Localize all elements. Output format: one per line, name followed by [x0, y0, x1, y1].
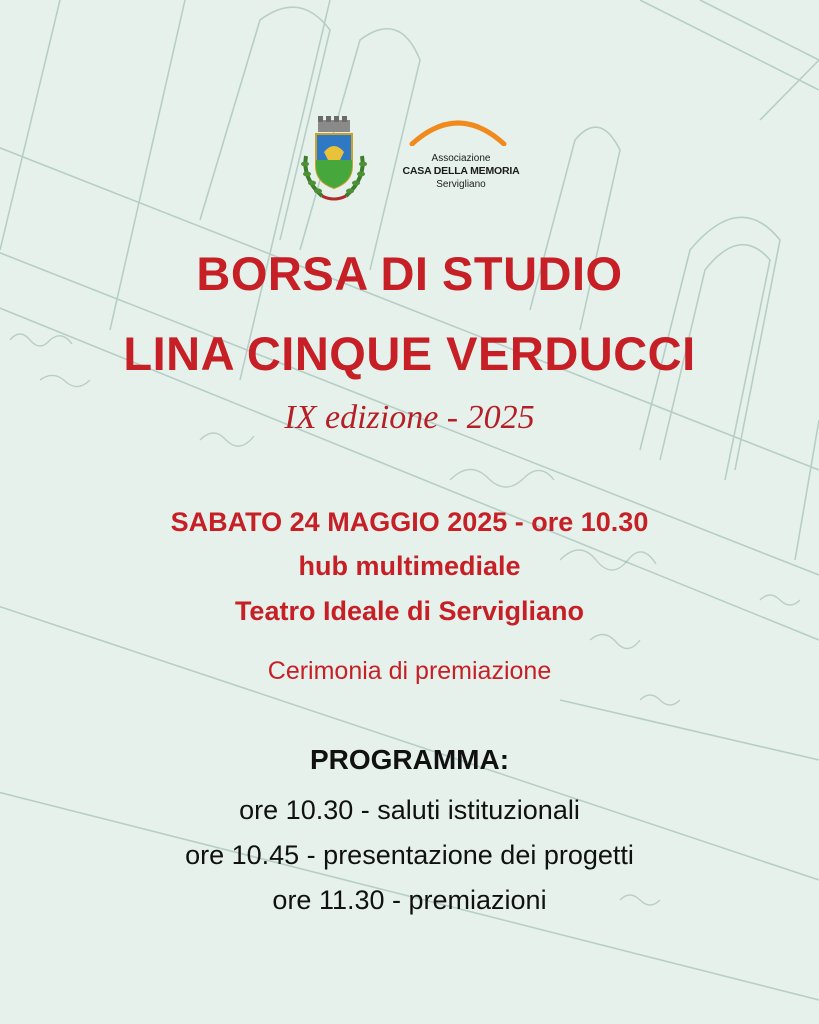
association-line2: CASA DELLA MEMORIA: [402, 165, 520, 177]
title-line2: LINA CINQUE VERDUCCI: [123, 327, 696, 380]
program-item: ore 10.45 - presentazione dei progetti: [185, 840, 634, 870]
event-date-time: SABATO 24 MAGGIO 2025 - ore 10.30: [170, 507, 649, 537]
logos-row: [0, 112, 819, 207]
event-description: Cerimonia di premiazione: [267, 657, 552, 685]
program-heading: PROGRAMMA:: [309, 744, 510, 775]
association-line1: Associazione: [431, 153, 491, 164]
title-line1: BORSA DI STUDIO: [196, 247, 623, 300]
program-item: ore 11.30 - premiazioni: [272, 885, 547, 915]
association-name: [386, 152, 536, 191]
edition-subtitle: IX edizione - 2025: [284, 399, 535, 436]
municipal-crest-icon: [296, 116, 372, 204]
event-venue-line2: Teatro Ideale di Servigliano: [234, 596, 585, 626]
association-line3: Servigliano: [436, 179, 486, 190]
program-item: ore 10.30 - saluti istituzionali: [239, 795, 580, 825]
association-logo: [386, 112, 536, 202]
association-logo-icon: [408, 116, 508, 146]
event-venue-line1: hub multimediale: [298, 551, 521, 581]
